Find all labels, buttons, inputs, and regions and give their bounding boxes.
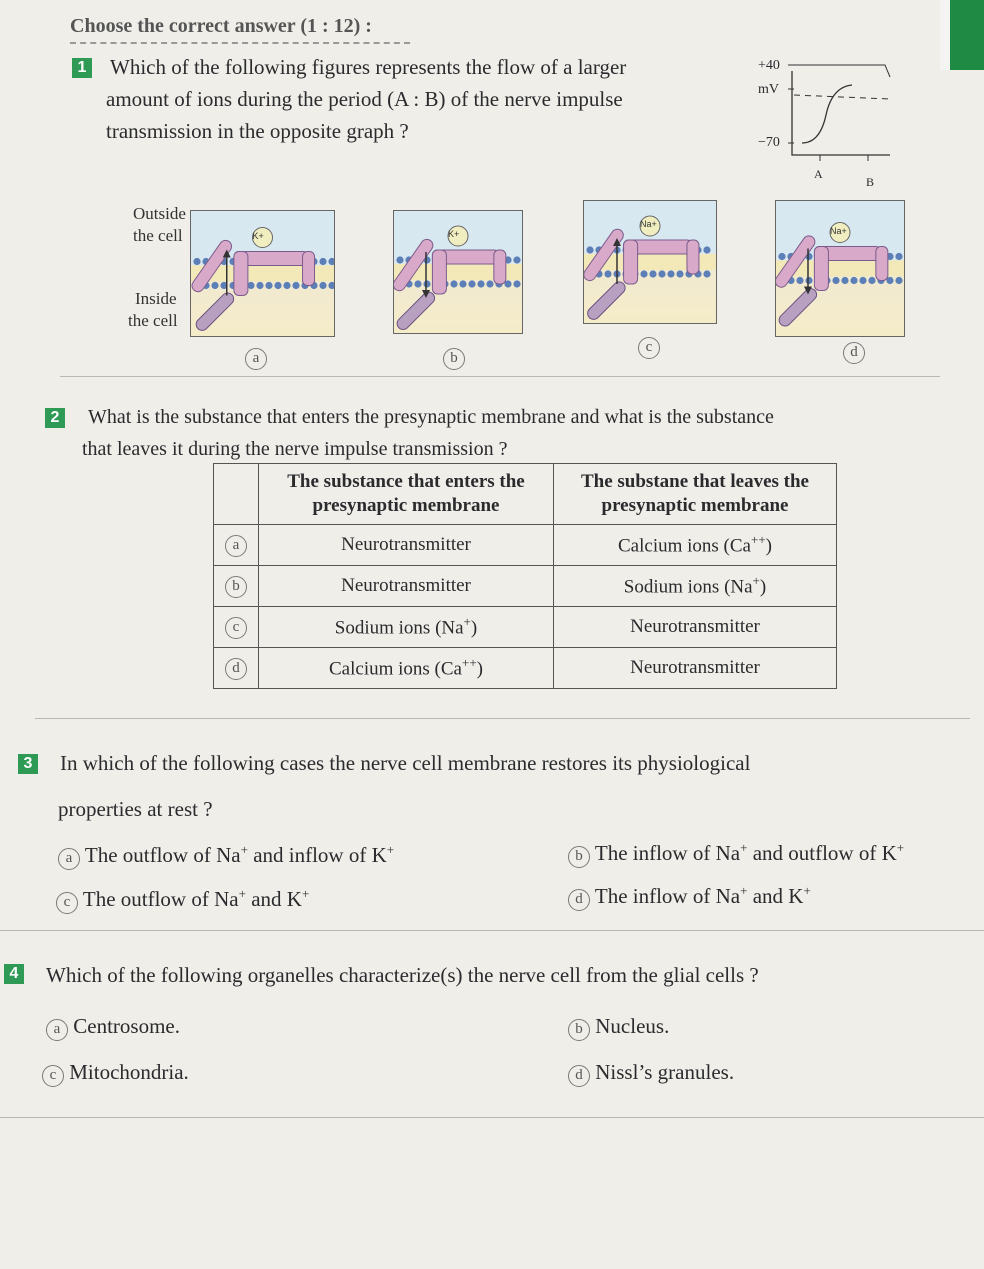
- q3-option-b-letter: b: [568, 846, 590, 868]
- q3-option-d[interactable]: d The inflow of Na+ and K+: [568, 883, 811, 911]
- inside-label-1: Inside: [135, 289, 177, 308]
- graph-y-top: +40: [758, 58, 780, 73]
- q4-option-a-letter: a: [46, 1019, 68, 1041]
- q2-d-enters: Calcium ions (Ca++): [259, 648, 554, 689]
- q4-option-b[interactable]: b Nucleus.: [568, 1014, 669, 1041]
- membrane-figure-b[interactable]: [393, 210, 523, 334]
- outside-label-2: the cell: [133, 226, 183, 245]
- q2-table: [213, 463, 837, 689]
- q2-a-leaves: Calcium ions (Ca++): [554, 525, 837, 566]
- figure-b-letter: b: [443, 348, 465, 370]
- figure-c-letter: c: [638, 337, 660, 359]
- figure-d-letter: d: [843, 342, 865, 364]
- divider-4: [0, 1117, 984, 1118]
- table-row[interactable]: [214, 648, 837, 689]
- q2-header-leaves: The substane that leaves the presynaptic membrane: [554, 464, 837, 525]
- graph-y-unit: mV: [758, 82, 779, 97]
- q3-line-1: In which of the following cases the nerve cell membrane restores its physiological: [60, 751, 751, 775]
- q3-number: 3: [18, 754, 38, 774]
- divider-2: [35, 718, 970, 719]
- q2-number: 2: [45, 408, 65, 428]
- q1-line-1: Which of the following figures represents the flow of a larger: [110, 55, 627, 79]
- header-underline: [70, 42, 410, 44]
- q4-option-c[interactable]: c Mitochondria.: [42, 1060, 189, 1087]
- q2-option-d-letter: d: [225, 658, 247, 680]
- table-row[interactable]: [214, 566, 837, 607]
- q4-line: Which of the following organelles characterize(s) the nerve cell from the glial cells ?: [46, 963, 759, 987]
- edge-stripe: [940, 0, 950, 70]
- q2-c-leaves: Neurotransmitter: [554, 607, 837, 648]
- q2-header-enters: The substance that enters the presynaptic membrane: [259, 464, 554, 525]
- graph-x-a: A: [814, 167, 823, 181]
- q2-b-enters: Neurotransmitter: [259, 566, 554, 607]
- section-header: [70, 15, 372, 38]
- q2-b-leaves: Sodium ions (Na+): [554, 566, 837, 607]
- graph-plot: [740, 55, 900, 195]
- q4-option-c-letter: c: [42, 1065, 64, 1087]
- q3-line-2: properties at rest ?: [58, 797, 213, 821]
- ion-label-d: Na+: [830, 225, 847, 236]
- ion-label-b: K+: [448, 229, 460, 239]
- membrane-figure-d[interactable]: [775, 200, 905, 337]
- q2-a-enters: Neurotransmitter: [259, 525, 554, 566]
- q2-line-1: What is the substance that enters the presynaptic membrane and what is the substance: [88, 406, 774, 428]
- q4-number: 4: [4, 964, 24, 984]
- header-text: Choose the correct answer (1 : 12) :: [70, 15, 372, 37]
- q3-option-d-letter: d: [568, 889, 590, 911]
- q4-option-d-letter: d: [568, 1065, 590, 1087]
- ion-label-c: Na+: [640, 219, 657, 229]
- divider-3: [0, 930, 984, 931]
- q2-option-c-letter: c: [225, 617, 247, 639]
- q2-line-2: that leaves it during the nerve impulse transmission ?: [82, 438, 508, 460]
- ion-label-a: K+: [252, 230, 264, 241]
- outside-label-1: Outside: [133, 204, 186, 223]
- membrane-figure-c[interactable]: [583, 200, 717, 324]
- membrane-figure-a[interactable]: [190, 210, 335, 337]
- edge-tab: [950, 0, 984, 70]
- q1-line-2: amount of ions during the period (A : B) of the nerve impulse: [106, 87, 623, 111]
- q3-option-c-letter: c: [56, 892, 78, 914]
- q4-option-a[interactable]: a Centrosome.: [46, 1014, 180, 1041]
- q2-option-a-letter: a: [225, 535, 247, 557]
- action-potential-graph: [740, 55, 900, 195]
- q2-d-leaves: Neurotransmitter: [554, 648, 837, 689]
- q1-line-3: transmission in the opposite graph ?: [106, 119, 409, 143]
- graph-y-bottom: −70: [758, 135, 780, 150]
- q2-header-blank: [214, 464, 259, 525]
- q2-table-header-row: [214, 464, 837, 525]
- table-row[interactable]: [214, 525, 837, 566]
- q1-number: 1: [72, 58, 92, 78]
- graph-x-b: B: [866, 175, 875, 189]
- table-row[interactable]: [214, 607, 837, 648]
- q2-option-b-letter: b: [225, 576, 247, 598]
- q4-option-d[interactable]: d Nissl’s granules.: [568, 1060, 734, 1087]
- inside-label-2: the cell: [128, 311, 178, 330]
- divider-1: [60, 376, 940, 377]
- q4-option-b-letter: b: [568, 1019, 590, 1041]
- q3-option-c[interactable]: c The outflow of Na+ and K+: [56, 886, 309, 914]
- q2-c-enters: Sodium ions (Na+): [259, 607, 554, 648]
- q3-option-a-letter: a: [58, 848, 80, 870]
- figure-a-letter: a: [245, 348, 267, 370]
- q3-option-a[interactable]: a The outflow of Na+ and inflow of K+: [58, 842, 394, 870]
- q3-option-b[interactable]: b The inflow of Na+ and outflow of K+: [568, 840, 904, 868]
